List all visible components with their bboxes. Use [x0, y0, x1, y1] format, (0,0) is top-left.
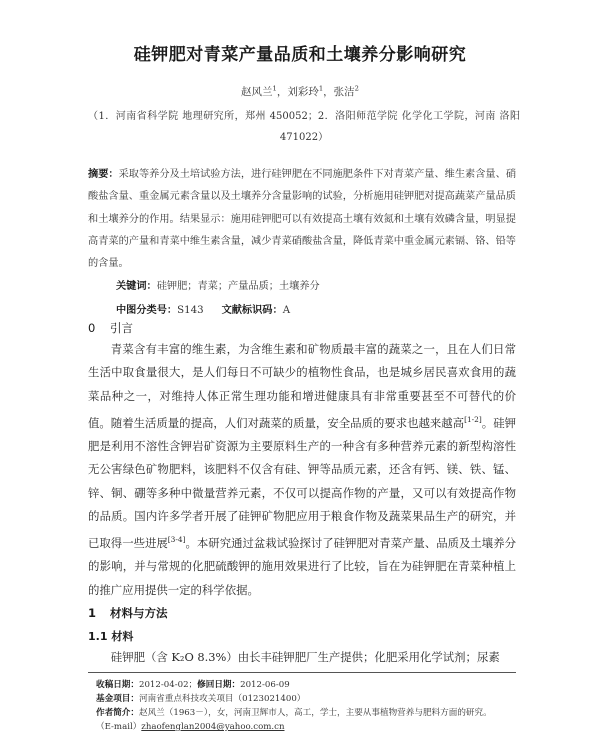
- received-date: 2012-04-02；: [138, 680, 198, 690]
- doc-code-label: 文献标识码：: [221, 304, 283, 316]
- abstract-text: 采取等养分及土培试验方法，进行硅钾肥在不同施肥条件下对青菜产量、维生素含量、硝酸盐含量、重金属元素含量以及土壤养分含量影响的试验，分析施用硅钾肥对提高蔬菜产量品质和土壤养分的作用。结果显示：施用硅钾肥可以有效提高土壤有效氮和土壤有效磷含量，明显提高青菜的产量和青菜中维生素含量，减少青菜硝酸盐含量，降低青菜中重金属元素镉、铬、铅等的含量。: [88, 169, 517, 270]
- materials-paragraph: 硅钾肥（含 K₂O 8.3%）由长丰硅钾肥厂生产提供；化肥采用化学试剂；尿素: [110, 650, 500, 664]
- fund-text: 河南省重点科技攻关项目（0123021400）: [138, 694, 306, 704]
- clc-label: 中图分类号：: [116, 304, 178, 316]
- author-affil-mark: 1: [272, 84, 277, 93]
- paragraph-text: 。本研究通过盆栽试验探讨了硅钾肥对青菜产量、品质及土壤养分的影响，并与常规的化肥硫酸钾的施用效果进行了比较，旨在为硅钾肥在青菜种植上的推广应用提供一定的科学依据。: [88, 535, 516, 597]
- footnote-fund: [96, 692, 516, 704]
- author-name: 刘彩玲: [287, 86, 319, 98]
- citation: [3-4]: [167, 535, 186, 545]
- affiliation: （1．河南省科学院 地理研究所，郑州 450052；2．洛阳师范学院 化学化工学院，河南 洛阳 471022）: [88, 111, 520, 143]
- subsection-heading-materials: 1.1 材料: [88, 630, 134, 643]
- section-heading-materials-methods: [88, 605, 168, 621]
- keywords-text: 硅钾肥；青菜；产量品质；土壤养分: [156, 281, 320, 292]
- abstract-label: 摘要：: [88, 168, 119, 180]
- revised-label: 修回日期：: [197, 680, 241, 690]
- section-title: 材料与方法: [110, 606, 168, 620]
- footnote-divider: [88, 672, 516, 673]
- author-affil-mark: 2: [354, 84, 360, 93]
- citation: [1-2]: [464, 414, 482, 424]
- footnote-dates: [96, 678, 516, 690]
- received-label: 收稿日期：: [96, 680, 139, 690]
- paragraph-text: 青菜含有丰富的维生素，为含维生素和矿物质最丰富的蔬菜之一，且在人们日常生活中取食量很大，是人们每日不可缺少的植物性食品，也是城乡居民喜欢食用的蔬菜品种之一，对维持人体正常生理功能和增进健康具有非常重要甚至不可替代的价值。随着生活质量的提高，人们对蔬菜的质量，安全品质的要求也越来越高: [88, 342, 516, 430]
- section-title: 引言: [110, 321, 133, 335]
- author-separator: ，: [276, 86, 288, 98]
- classification-line: [116, 301, 516, 316]
- author-affil-mark: 1: [318, 84, 324, 93]
- bio-text: 赵风兰（1963－），女，河南卫辉市人，高工，学士，主要从事植物营养与肥料方面的研究。: [138, 708, 492, 718]
- author-name: 赵风兰: [240, 86, 273, 98]
- author-separator: ，: [323, 86, 334, 98]
- email-label: （E-mail）: [96, 722, 142, 732]
- fund-label: 基金项目：: [96, 694, 139, 704]
- revised-date: 2012-06-09: [240, 680, 290, 690]
- abstract: [88, 163, 516, 275]
- footnote-email: [96, 720, 516, 732]
- author-name: 张洁: [333, 86, 355, 98]
- section-number: 1: [88, 606, 97, 620]
- section-number: 0: [88, 321, 96, 335]
- bio-label: 作者简介：: [96, 708, 139, 718]
- section-heading-introduction: [88, 320, 133, 336]
- clc-value: S143: [177, 305, 204, 316]
- footnote-bio: [96, 706, 516, 718]
- doc-code-value: A: [282, 305, 291, 316]
- keywords: [116, 277, 516, 292]
- email-link[interactable]: zhaofenglan2004@yahoo.com.cn: [141, 722, 285, 732]
- paragraph-text: 。硅钾肥是利用不溶性含钾岩矿资源为主要原料生产的一种含有多种营养元素的新型构溶性无公害绿色矿物肥料，该肥料不仅含有硅、钾等品质元素，还含有钙、镁、铁、锰、锌、铜、硼等多种中微量营养元素，不仅可以提高作物的产量，又可以有效提高作物的品质。国内许多学者开展了硅钾矿物肥应用于粮食作物及蔬菜果品生产的研究，并已取得一些进展: [88, 415, 516, 550]
- paper-title: 硅钾肥对青菜产量品质和土壤养分影响研究: [133, 45, 467, 65]
- keywords-label: 关键词：: [116, 280, 157, 292]
- introduction-paragraph: [88, 338, 516, 602]
- author-line: [0, 84, 600, 99]
